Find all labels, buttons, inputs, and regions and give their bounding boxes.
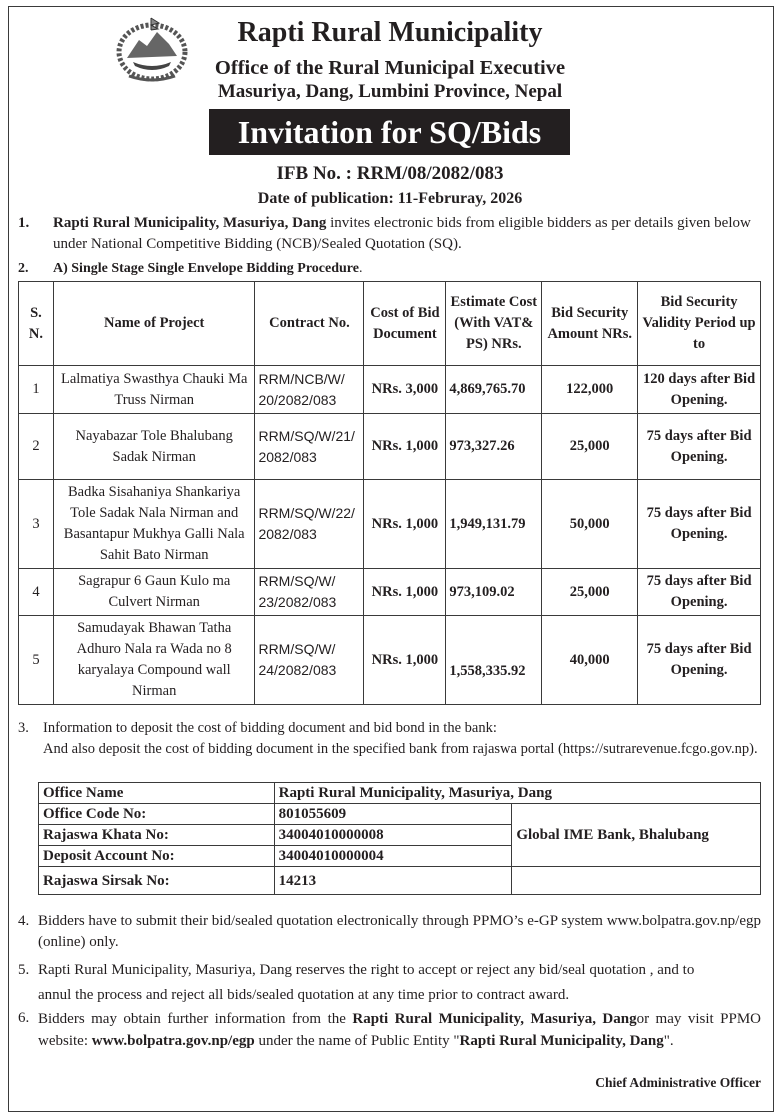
item-number-6: 6. <box>18 1010 30 1026</box>
cell-project-name: Samudayak Bhawan Tatha Adhuro Nala ra Wada no 8 karyalaya Compound wall Nirman <box>53 616 255 705</box>
cell-project-name: Sagrapur 6 Gaun Kulo ma Culvert Nirman <box>53 569 255 616</box>
cell-contract-no: RRM/SQ/W/21/ 2082/083 <box>255 414 364 480</box>
office-code-value: 801055609 <box>274 804 512 825</box>
bank-row-sirsak <box>39 867 761 895</box>
cell-validity: 75 days after Bid Opening. <box>638 414 761 480</box>
entity-name: Rapti Rural Municipality, Masuriya, Dang <box>352 1011 637 1027</box>
khata-label: Rajaswa Khata No: <box>39 825 275 846</box>
address: Masuriya, Dang, Lumbini Province, Nepal <box>217 81 563 102</box>
paragraph-2: A) Single Stage Single Envelope Bidding Procedure. <box>53 261 363 276</box>
cell-sn: 1 <box>19 366 54 414</box>
paragraph-6: Bidders may obtain further information from the Rapti Rural Municipality, Masuriya, Dangor may visit PPMO website: www.bolpatra.gov.np/egp under the name of Public Entity "Rapti Rural Municipality, Dang". <box>38 1011 762 1049</box>
cell-cost: NRs. 1,000 <box>364 414 446 480</box>
notice-banner: Invitation for SQ/Bids <box>209 109 570 155</box>
office-name-value: Rapti Rural Municipality, Masuriya, Dang <box>274 783 760 804</box>
cell-security: 25,000 <box>542 569 638 616</box>
header-bid-security-amount: Bid Security Amount NRs. <box>542 282 638 366</box>
sirsak-label: Rajaswa Sirsak No: <box>39 867 275 895</box>
header-cost-of-bid-document: Cost of Bid Document <box>364 282 446 366</box>
cell-estimate: 1,949,131.79 <box>446 480 542 569</box>
cell-security: 40,000 <box>542 616 638 705</box>
cell-estimate: 973,327.26 <box>446 414 542 480</box>
cell-validity: 75 days after Bid Opening. <box>638 480 761 569</box>
header-estimate-cost: Estimate Cost (With VAT& PS) NRs. <box>446 282 542 366</box>
cell-security: 122,000 <box>542 366 638 414</box>
cell-estimate: 1,558,335.92 <box>446 616 542 705</box>
cell-sn: 4 <box>19 569 54 616</box>
cell-estimate: 973,109.02 <box>446 569 542 616</box>
table-row <box>19 366 761 414</box>
item-number-3: 3. <box>18 720 29 736</box>
deposit-account-label: Deposit Account No: <box>39 846 275 867</box>
deposit-info-line: Information to deposit the cost of bidding document and bid bond in the bank: <box>43 720 497 736</box>
cell-estimate: 4,869,765.70 <box>446 366 542 414</box>
empty-cell <box>512 867 761 895</box>
cell-contract-no: RRM/SQ/W/ 23/2082/083 <box>255 569 364 616</box>
header-bid-security-validity: Bid Security Validity Period up to <box>638 282 761 366</box>
office-title: Office of the Rural Municipal Executive <box>214 57 566 79</box>
procedure-title: A) Single Stage Single Envelope Bidding Procedure <box>53 261 359 276</box>
publication-date: Date of publication: 11-Februray, 2026 <box>257 190 523 207</box>
table-row <box>19 616 761 705</box>
cell-cost: NRs. 1,000 <box>364 616 446 705</box>
header-contract-no: Contract No. <box>255 282 364 366</box>
ppmo-website-link[interactable]: www.bolpatra.gov.np/egp <box>91 1033 255 1049</box>
cell-project-name: Badka Sisahaniya Shankariya Tole Sadak Nala Nirman and Basantapur Mukhya Galli Nala Sahit Bato Nirman <box>53 480 255 569</box>
paragraph-4: Bidders have to submit their bid/sealed quotation electronically through PPMO’s e-GP system www.bolpatra.gov.np/egp (online) only. <box>38 913 761 950</box>
cell-validity: 75 days after Bid Opening. <box>638 569 761 616</box>
table-row <box>19 480 761 569</box>
paragraph-3 <box>43 718 761 760</box>
cell-sn: 3 <box>19 480 54 569</box>
rajaswa-portal-line: And also deposit the cost of bidding document in the specified bank from rajaswa portal (https://sutrarevenue.fcgo.gov.np). <box>43 741 758 757</box>
bank-row-office-code <box>39 804 761 825</box>
sirsak-value: 14213 <box>274 867 512 895</box>
cell-validity: 75 days after Bid Opening. <box>638 616 761 705</box>
cell-security: 25,000 <box>542 414 638 480</box>
cell-cost: NRs. 3,000 <box>364 366 446 414</box>
office-name-label: Office Name <box>39 783 275 804</box>
paragraph-5-line-1: Rapti Rural Municipality, Masuriya, Dang reserves the right to accept or reject any bid/seal quotation , and to <box>38 962 695 978</box>
item-number-1: 1. <box>18 215 30 231</box>
cell-contract-no: RRM/NCB/W/ 20/2082/083 <box>255 366 364 414</box>
deposit-account-value: 34004010000004 <box>274 846 512 867</box>
cell-sn: 5 <box>19 616 54 705</box>
bank-details-table <box>38 782 761 895</box>
khata-value: 34004010000008 <box>274 825 512 846</box>
bids-table <box>18 281 761 705</box>
table-header-row <box>19 282 761 366</box>
header-sn: S. N. <box>19 282 54 366</box>
item-number-4: 4. <box>18 913 30 929</box>
cell-cost: NRs. 1,000 <box>364 569 446 616</box>
item-number-5: 5. <box>18 962 30 978</box>
item-number-2: 2. <box>18 261 29 276</box>
paragraph-1-text: invites electronic bids from eligible bidders as per details given below under National Competitive Bidding (NCB)/Sealed Quotation (SQ). <box>53 215 751 252</box>
bank-row-office-name <box>39 783 761 804</box>
cell-security: 50,000 <box>542 480 638 569</box>
office-code-label: Office Code No: <box>39 804 275 825</box>
ifb-number: IFB No. : RRM/08/2082/083 <box>276 163 504 184</box>
cell-sn: 2 <box>19 414 54 480</box>
table-row <box>19 569 761 616</box>
table-row <box>19 414 761 480</box>
cell-contract-no: RRM/SQ/W/ 24/2082/083 <box>255 616 364 705</box>
cell-contract-no: RRM/SQ/W/22/ 2082/083 <box>255 480 364 569</box>
paragraph-1 <box>53 213 763 255</box>
signatory-title: Chief Administrative Officer <box>595 1075 761 1090</box>
cell-validity: 120 days after Bid Opening. <box>638 366 761 414</box>
paragraph-1-entity: Rapti Rural Municipality, Masuriya, Dang <box>53 215 327 231</box>
paragraph-5 <box>38 960 763 1006</box>
paragraph-5-line-2: annul the process and reject all bids/sealed quotation at any time prior to contract award. <box>38 987 570 1003</box>
public-entity-name: Rapti Rural Municipality, Dang <box>459 1033 664 1049</box>
municipality-name: Rapti Rural Municipality <box>237 17 543 48</box>
cell-cost: NRs. 1,000 <box>364 480 446 569</box>
bank-name: Global IME Bank, Bhalubang <box>512 804 761 867</box>
cell-project-name: Lalmatiya Swasthya Chauki Ma Truss Nirman <box>53 366 255 414</box>
header-project-name: Name of Project <box>53 282 255 366</box>
cell-project-name: Nayabazar Tole Bhalubang Sadak Nirman <box>53 414 255 480</box>
